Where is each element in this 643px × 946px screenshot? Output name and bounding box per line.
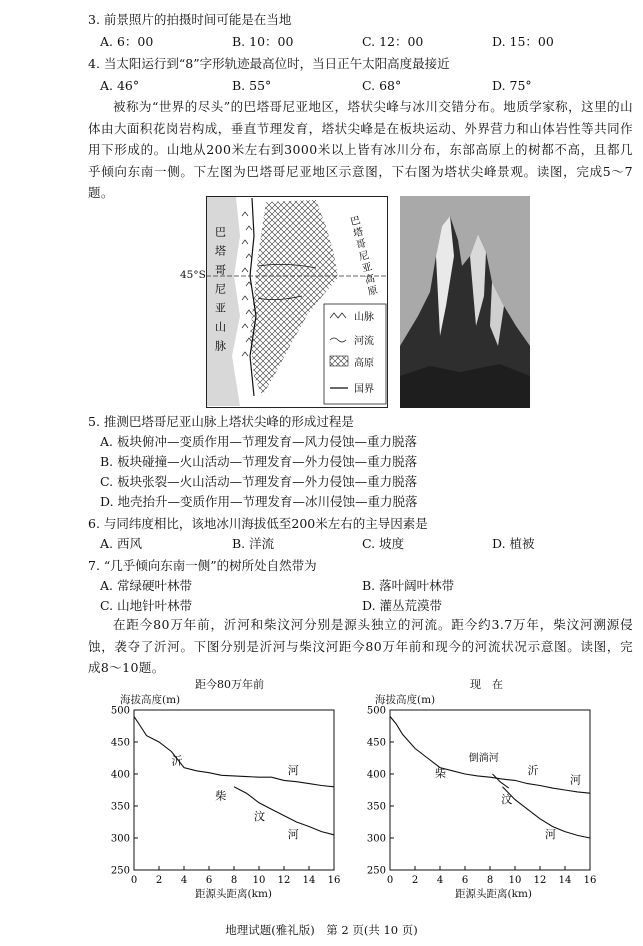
q5-stem: 5. 推测巴塔哥尼亚山脉上塔状尖峰的形成过程是 bbox=[88, 414, 354, 429]
q7-option-c: C. 山地针叶林带 bbox=[100, 598, 193, 613]
label-chai: 柴 bbox=[435, 767, 446, 781]
label-chai: 柴 bbox=[215, 789, 227, 803]
chart-left-title: 距今80万年前 bbox=[195, 678, 264, 691]
q5-option-d: D. 地壳抬升—变质作用—节理发育—冰川侵蚀—重力脱落 bbox=[100, 494, 418, 509]
x-tick-label: 12 bbox=[277, 875, 291, 886]
x-tick-label: 4 bbox=[436, 875, 444, 886]
legend-river: 河流 bbox=[354, 336, 374, 347]
legend-plateau: 高原 bbox=[354, 358, 374, 369]
q3-stem: 3. 前景照片的拍摄时间可能是在当地 bbox=[88, 12, 292, 27]
label-he: 河 bbox=[570, 773, 581, 787]
x-tick-label: 4 bbox=[180, 875, 188, 886]
y-tick-label: 400 bbox=[366, 769, 386, 781]
y-tick-label: 400 bbox=[110, 769, 130, 781]
q3-option-a: A. 6：00 bbox=[100, 34, 154, 49]
label-yi: 沂 bbox=[171, 754, 183, 768]
q3-option-c: C. 12：00 bbox=[362, 34, 424, 49]
q4-option-b: B. 55° bbox=[232, 78, 272, 93]
x-tick-label: 12 bbox=[533, 875, 547, 886]
q5-option-a: A. 板块俯冲—变质作用—节理发育—风力侵蚀—重力脱落 bbox=[100, 434, 417, 449]
plot-frame bbox=[390, 710, 590, 870]
y-tick-label: 300 bbox=[110, 833, 130, 845]
x-tick-label: 14 bbox=[558, 875, 572, 886]
y-tick-label: 250 bbox=[110, 865, 130, 877]
label-he2: 河 bbox=[287, 828, 299, 841]
q6-option-d: D. 植被 bbox=[492, 536, 535, 551]
q7-option-b: B. 落叶阔叶林带 bbox=[362, 578, 455, 593]
series-line-柴汶河 bbox=[234, 787, 334, 835]
y-tick-label: 350 bbox=[366, 801, 386, 813]
x-tick-label: 10 bbox=[508, 875, 522, 886]
legend-border: 国界 bbox=[354, 384, 374, 395]
x-tick-label: 8 bbox=[486, 875, 494, 886]
q6-stem: 6. 与同纬度相比，该地冰川海拔低至200米左右的主导因素是 bbox=[88, 516, 428, 531]
chart-right-xlabel: 距源头距离(km) bbox=[455, 888, 533, 900]
y-tick-label: 300 bbox=[366, 833, 386, 845]
chart-right bbox=[362, 700, 602, 886]
q4-option-d: D. 75° bbox=[492, 78, 532, 93]
q6-option-c: C. 坡度 bbox=[362, 536, 405, 551]
chart-left-xlabel: 距源头距离(km) bbox=[195, 888, 273, 900]
q4-option-c: C. 68° bbox=[362, 78, 402, 93]
q4-stem: 4. 当太阳运行到“8”字形轨迹最高位时，当日正午太阳高度最接近 bbox=[88, 56, 450, 71]
y-tick-label: 500 bbox=[110, 705, 130, 717]
x-tick-label: 0 bbox=[130, 875, 138, 886]
plot-frame bbox=[134, 710, 334, 870]
y-tick-label: 450 bbox=[110, 737, 130, 749]
y-tick-label: 350 bbox=[110, 801, 130, 813]
patagonia-map bbox=[206, 196, 388, 408]
chart-right-title: 现 在 bbox=[470, 678, 503, 691]
y-tick-label: 500 bbox=[366, 705, 386, 717]
label-yi: 沂 bbox=[527, 764, 539, 777]
x-tick-label: 2 bbox=[411, 875, 419, 886]
q7-option-a: A. 常绿硬叶林带 bbox=[100, 578, 192, 593]
latitude-label: 45°S bbox=[180, 269, 206, 281]
mountain-name-label: 巴塔哥尼亚山脉 bbox=[213, 226, 227, 359]
x-tick-label: 6 bbox=[461, 875, 469, 886]
x-tick-label: 8 bbox=[230, 875, 238, 886]
x-tick-label: 6 bbox=[205, 875, 213, 886]
series-line-沂河 bbox=[134, 716, 334, 786]
label-wen: 汶 bbox=[254, 810, 265, 824]
q5-option-c: C. 板块张裂—火山活动—节理发育—外力侵蚀—重力脱落 bbox=[100, 474, 418, 489]
x-tick-label: 2 bbox=[155, 875, 163, 886]
label-daotang: 倒淌河 bbox=[468, 753, 499, 765]
page-footer: 地理试题(雅礼版) 第 2 页(共 10 页) bbox=[225, 923, 418, 937]
q3-option-d: D. 15：00 bbox=[492, 34, 554, 49]
passage-yi-chaiwen: 在距今80万年前，沂河和柴汶河分别是源头独立的河流。距今约3.7万年，柴汶河溯源侵蚀，袭夺了沂河。下图分别是沂河与柴汶河距今80万年前和现今的河流状况示意图。读图，完成8～10题。 bbox=[88, 617, 633, 675]
chart-right-ylabel: 海拔高度(m) bbox=[375, 694, 436, 706]
label-wen: 汶 bbox=[501, 792, 513, 806]
chart-left bbox=[106, 700, 346, 886]
legend-mountain: 山脉 bbox=[354, 312, 374, 323]
plateau-name-label: 巴塔哥尼亚高原 bbox=[346, 214, 378, 299]
q7-stem: 7. “几乎倾向东南一侧”的树所处自然带为 bbox=[88, 558, 317, 573]
x-tick-label: 10 bbox=[252, 875, 266, 886]
x-tick-label: 16 bbox=[583, 875, 597, 886]
label-he2: 河 bbox=[545, 828, 556, 841]
q6-option-b: B. 洋流 bbox=[232, 536, 275, 551]
series-line-倒淌河 bbox=[493, 774, 509, 788]
y-tick-label: 250 bbox=[366, 865, 386, 877]
x-tick-label: 0 bbox=[386, 875, 394, 886]
label-he: 河 bbox=[287, 764, 299, 777]
x-tick-label: 14 bbox=[302, 875, 316, 886]
q7-option-d: D. 灌丛荒漠带 bbox=[362, 598, 443, 613]
passage-patagonia: 被称为“世界的尽头”的巴塔哥尼亚地区，塔状尖峰与冰川交错分布。地质学家称，这里的山体由大面积花岗岩构成，垂直节理发育，塔状尖峰是在板块运动、外界营力和山体岩性等共同作用下形成的。山地从200米左右到3000米以上皆有冰川分布，东部高原上的树都不高，且都几乎倾向东南一侧。下左图为巴塔哥尼亚地区示意图，下右图为塔状尖峰景观。读图，完成5～7题。 bbox=[88, 99, 633, 200]
q4-option-a: A. 46° bbox=[100, 78, 140, 93]
q5-option-b: B. 板块碰撞—火山活动—节理发育—外力侵蚀—重力脱落 bbox=[100, 454, 418, 469]
q3-option-b: B. 10：00 bbox=[232, 34, 294, 49]
x-tick-label: 16 bbox=[327, 875, 341, 886]
y-tick-label: 450 bbox=[366, 737, 386, 749]
q6-option-a: A. 西风 bbox=[100, 536, 142, 551]
tower-peak-photo bbox=[400, 196, 530, 408]
chart-left-ylabel: 海拔高度(m) bbox=[120, 694, 181, 706]
